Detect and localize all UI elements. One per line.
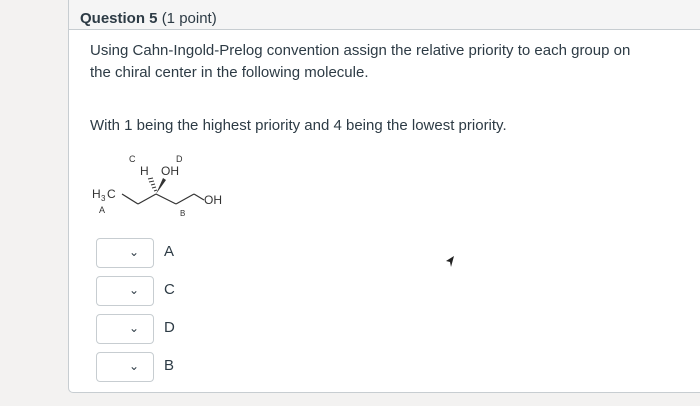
wedge-bond	[156, 178, 166, 194]
priority-select-b[interactable]	[96, 352, 154, 382]
answer-label: D	[164, 319, 175, 336]
label-oh-top: OH	[161, 164, 179, 178]
bond-line	[194, 194, 204, 200]
question-instruction: With 1 being the highest priority and 4 being the lowest priority.	[90, 117, 507, 134]
molecule-structure	[86, 150, 246, 220]
question-number: Question 5	[80, 10, 158, 27]
label-h3c-h: H	[92, 187, 101, 201]
label-b: B	[180, 209, 186, 218]
chevron-down-icon: ⌄	[128, 283, 139, 297]
question-prompt: Using Cahn-Ingold-Prelog convention assign the relative priority to each group on the chiral center in the following molecule.	[90, 42, 631, 81]
label-a: A	[99, 205, 106, 215]
priority-select-a[interactable]	[96, 238, 154, 268]
bond-line	[176, 194, 194, 204]
priority-select-c[interactable]	[96, 276, 154, 306]
bond-line	[138, 194, 156, 204]
priority-select-d[interactable]	[96, 314, 154, 344]
label-h: H	[140, 164, 149, 178]
label-h3c-sub: 3	[101, 194, 106, 203]
label-h3c-c: C	[107, 187, 116, 201]
label-oh-right: OH	[204, 193, 222, 207]
hashed-bond	[148, 178, 157, 191]
question-points: (1 point)	[161, 10, 217, 27]
chevron-down-icon: ⌄	[128, 321, 139, 335]
label-d: D	[176, 154, 183, 164]
label-c: C	[129, 154, 136, 164]
bond-line	[122, 194, 138, 204]
bond-line	[156, 194, 176, 204]
chevron-down-icon: ⌄	[128, 359, 139, 373]
answer-label: B	[164, 357, 175, 374]
question-title	[80, 10, 217, 27]
chevron-down-icon: ⌄	[128, 245, 139, 259]
answer-label: C	[164, 281, 175, 298]
answer-label: A	[164, 243, 175, 260]
mouse-pointer-icon	[444, 255, 456, 269]
